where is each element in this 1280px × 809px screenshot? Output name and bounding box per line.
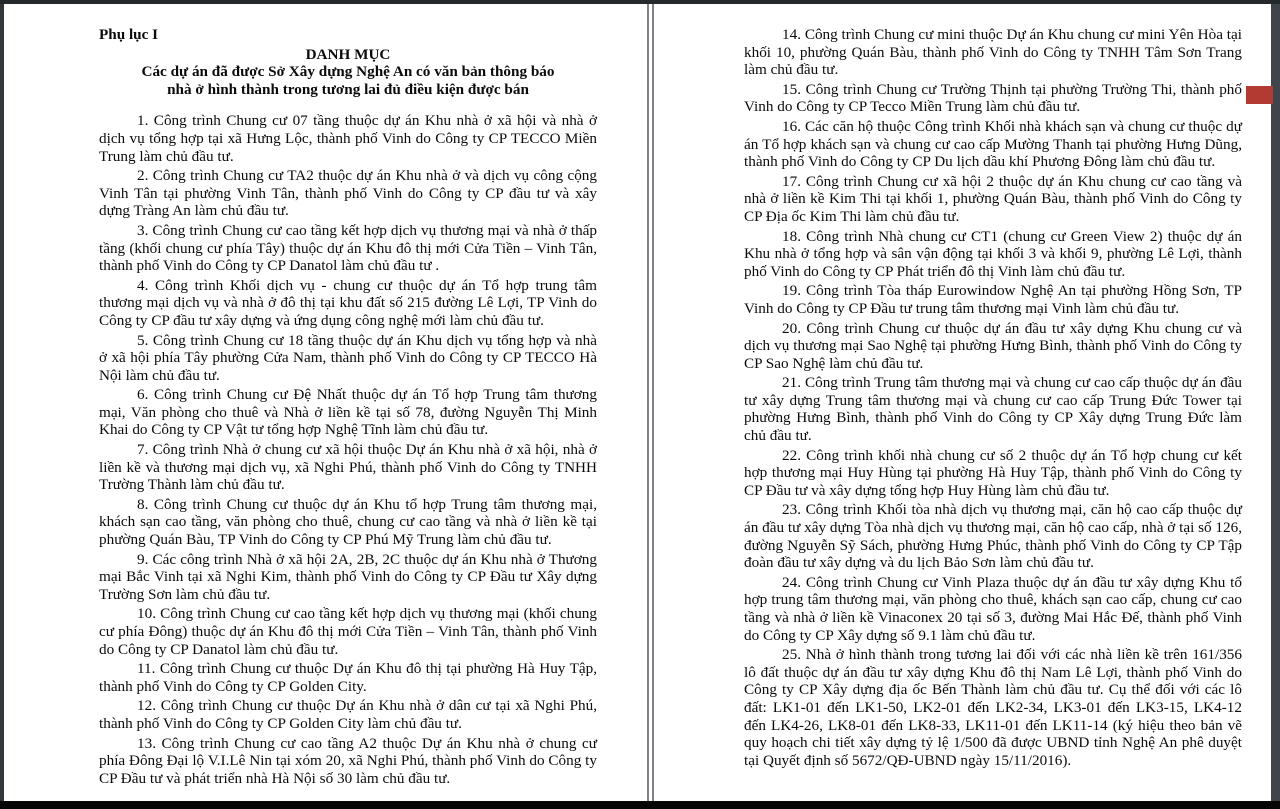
- list-item-17: 17. Công trình Chung cư xã hội 2 thuộc dự án Khu chung cư cao tầng và nhà ở liền kề Kim Thi tại khối 1, phường Quán Bàu, thành phố Vinh do Công ty CP Địa ốc Kim Thi làm chủ đầu tư.: [744, 172, 1242, 225]
- list-item-24: 24. Công trình Chung cư Vinh Plaza thuộc dự án đầu tư xây dựng Khu tổ hợp trung tâm thương mại, văn phòng cho thuê, khách sạn cao cấp, chung cư cao tầng và nhà ở liền kề Vinaconex 20 tại số 3, đường Mai Hắc Đế, thành phố Vinh do Công ty CP Xây dựng số 9.1 làm chủ đầu tư.: [744, 573, 1242, 644]
- list-item-4: 4. Công trình Khối dịch vụ - chung cư thuộc dự án Tổ hợp trung tâm thương mại dịch vụ và nhà ở đô thị tại khu đất số 215 đường Lê Lợi, TP Vinh do Công ty CP đầu tư xây dựng và ứng dụng công nghệ mới làm chủ đầu tư.: [99, 276, 597, 329]
- list-item-25: 25. Nhà ở hình thành trong tương lai đối với các nhà liền kề trên 161/356 lô đất thuộc dự án đầu tư xây dựng Khu đô thị Nam Lê Lợi, thành phố Vinh do Công ty CP Xây dựng địa ốc Bến Thành làm chủ đầu tư. Cụ thể đối với các lô đất: LK1-01 đến LK1-50, LK2-01 đến LK2-34, LK3-01 đến LK3-15, LK4-12 đến LK4-26, LK8-01 đến LK8-33, LK11-01 đến LK11-14 (ký hiệu theo bản vẽ quy hoạch chi tiết xây dựng tỷ lệ 1/500 đã được UBND tỉnh Nghệ An phê duyệt tại Quyết định số 5672/QĐ-UBND ngày 15/11/2016).: [744, 646, 1242, 769]
- list-item-13: 13. Công trình Chung cư cao tầng A2 thuộc Dự án Khu nhà ở chung cư phía Đông Đại lộ V.I.Lê Nin tại xóm 20, xã Nghi Phú, thành phố Vinh do Công ty CP Đầu tư và phát triển nhà Hà Nội số 30 làm chủ đầu tư.: [99, 734, 597, 787]
- list-item-9: 9. Các công trình Nhà ở xã hội 2A, 2B, 2C thuộc dự án Khu nhà ở Thương mại Bắc Vinh tại xã Nghi Kim, thành phố Vinh do Công ty CP Đầu tư Xây dựng Trường Sơn làm chủ đầu tư.: [99, 550, 597, 603]
- list-item-14: 14. Công trình Chung cư mini thuộc Dự án Khu chung cư mini Yên Hòa tại khối 10, phường Quán Bàu, thành phố Vinh do Công ty TNHH Tâm Sơn Trang làm chủ đầu tư.: [744, 26, 1242, 79]
- list-item-1: 1. Công trình Chung cư 07 tầng thuộc dự án Khu nhà ở xã hội và nhà ở dịch vụ tổng hợp tại xã Hưng Lộc, thành phố Vinh do Công ty CP TECCO Miền Trung làm chủ đầu tư.: [99, 112, 597, 165]
- appendix-label: Phụ lục I: [99, 26, 159, 43]
- list-item-23: 23. Công trình Khối tòa nhà dịch vụ thương mại, căn hộ cao cấp thuộc dự án đầu tư xây dựng Tòa nhà dịch vụ thương mại, căn hộ cao cấp, nhà ở tại số 126, đường Nguyễn Sỹ Sách, phường Hưng Phúc, thành phố Vinh do Công ty CP Tập đoàn đầu tư xây dựng và du lịch Bảo Sơn làm chủ đầu tư.: [744, 501, 1242, 572]
- page-1-content: [4, 4, 647, 801]
- list-item-8: 8. Công trình Chung cư thuộc dự án Khu tổ hợp Trung tâm thương mại, khách sạn cao tầng, văn phòng cho thuê, chung cư cao tầng và nhà ở liền kề tại phường Quán Bàu, TP Vinh do Công ty CP Phú Mỹ Trung làm chủ đầu tư.: [99, 495, 597, 549]
- page-1: [4, 4, 649, 801]
- list-item-2: 2. Công trình Chung cư TA2 thuộc dự án Khu nhà ở và dịch vụ công cộng Vinh Tân tại phường Vinh Tân, thành phố Vinh do Công ty CP đầu tư và xây dựng Tràng An làm chủ đầu tư.: [99, 167, 597, 220]
- list-item-15: 15. Công trình Chung cư Trường Thịnh tại phường Trường Thi, thành phố Vinh do Công ty CP Tecco Miền Trung làm chủ đầu tư.: [744, 80, 1242, 116]
- viewer-bottom-edge: [0, 801, 1280, 809]
- scrollbar-track[interactable]: [1271, 0, 1280, 809]
- page-2-content: [654, 4, 1272, 801]
- viewer-top-edge: [0, 0, 1280, 4]
- list-item-21: 21. Công trình Trung tâm thương mại và chung cư cao cấp thuộc dự án đầu tư xây dựng Trung tâm thương mại và chung cư cao cấp Trung Đức Tower tại phường Hưng Bình, thành phố Vinh do Công ty CP Xây dựng Trung Đức làm chủ đầu tư.: [744, 374, 1242, 445]
- list-item-3: 3. Công trình Chung cư cao tầng kết hợp dịch vụ thương mại và nhà ở thấp tầng (khối chung cư phía Tây) thuộc dự án Khu đô thị mới Cửa Tiền – Vinh Tân, thành phố Vinh do Công ty CP Danatol làm chủ đầu tư .: [99, 221, 597, 275]
- list-item-22: 22. Công trình khối nhà chung cư số 2 thuộc dự án Tổ hợp chung cư kết hợp thương mại Huy Hùng tại phường Hà Huy Tập, thành phố Vinh do Công ty CP Đầu tư và xây dựng tổng hợp Huy Hùng làm chủ đầu tư.: [744, 446, 1242, 499]
- list-item-12: 12. Công trình Chung cư thuộc Dự án Khu nhà ở dân cư tại xã Nghi Phú, thành phố Vinh do Công ty CP Golden City làm chủ đầu tư.: [99, 697, 597, 732]
- list-item-7: 7. Công trình Nhà ở chung cư xã hội thuộc Dự án Khu nhà ở xã hội, nhà ở liền kề và thương mại dịch vụ, xã Nghi Phú, thành phố Vinh do Công ty TNHH Trường Thành làm chủ đầu tư.: [99, 441, 597, 494]
- viewer-left-edge: [0, 0, 4, 809]
- list-item-5: 5. Công trình Chung cư 18 tầng thuộc dự án Khu dịch vụ tổng hợp và nhà ở xã hội phía Tây phường Cửa Nam, thành phố Vinh do Công ty CP TECCO Hà Nội làm chủ đầu tư.: [99, 331, 597, 384]
- list-item-6: 6. Công trình Chung cư Đệ Nhất thuộc dự án Tổ hợp Trung tâm thương mại, Văn phòng cho thuê và Nhà ở liền kề tại số 78, đường Nguyễn Thị Minh Khai do Công ty CP Vật tư tổng hợp Nghệ Tĩnh làm chủ đầu tư.: [99, 386, 597, 439]
- list-item-10: 10. Công trình Chung cư cao tầng kết hợp dịch vụ thương mại (khối chung cư phía Đông) thuộc dự án Khu đô thị mới Cửa Tiền – Vinh Tân, thành phố Vinh do Công ty CP Danatol làm chủ đầu tư.: [99, 605, 597, 658]
- doc-subtitle-line2: nhà ở hình thành trong tương lai đủ điều kiện được bán: [167, 80, 529, 98]
- list-item-19: 19. Công trình Tòa tháp Eurowindow Nghệ An tại phường Hồng Sơn, TP Vinh do Công ty CP Đầu tư trung tâm thương mại Vinh làm chủ đầu tư.: [744, 282, 1242, 317]
- list-item-16: 16. Các căn hộ thuộc Công trình Khối nhà khách sạn và chung cư thuộc dự án Tổ hợp khách sạn và chung cư cao cấp Mường Thanh tại phường Hưng Dũng, thành phố Vinh do Công ty CP Du lịch dầu khí Phương Đông làm chủ đầu tư.: [744, 117, 1242, 171]
- scroll-position-marker[interactable]: [1246, 86, 1273, 104]
- list-item-18: 18. Công trình Nhà chung cư CT1 (chung cư Green View 2) thuộc dự án Khu nhà ở tổng hợp và sân vận động tại khối 3 và khối 9, phường Lê Lợi, thành phố Vinh do Công ty CP Phát triển đô thị Vinh làm chủ đầu tư.: [744, 227, 1242, 280]
- page-2: [652, 4, 1272, 801]
- list-item-11: 11. Công trình Chung cư thuộc Dự án Khu đô thị tại phường Hà Huy Tập, thành phố Vinh do Công ty CP Golden City.: [99, 660, 597, 695]
- list-item-20: 20. Công trình Chung cư thuộc dự án đầu tư xây dựng Khu chung cư và dịch vụ thương mại Sao Nghệ tại phường Hưng Bình, thành phố Vinh do Công ty CP Sao Nghệ làm chủ đầu tư.: [744, 319, 1242, 372]
- doc-title: DANH MỤC: [305, 45, 391, 63]
- doc-subtitle-line1: Các dự án đã được Sở Xây dựng Nghệ An có văn bản thông báo: [141, 63, 555, 81]
